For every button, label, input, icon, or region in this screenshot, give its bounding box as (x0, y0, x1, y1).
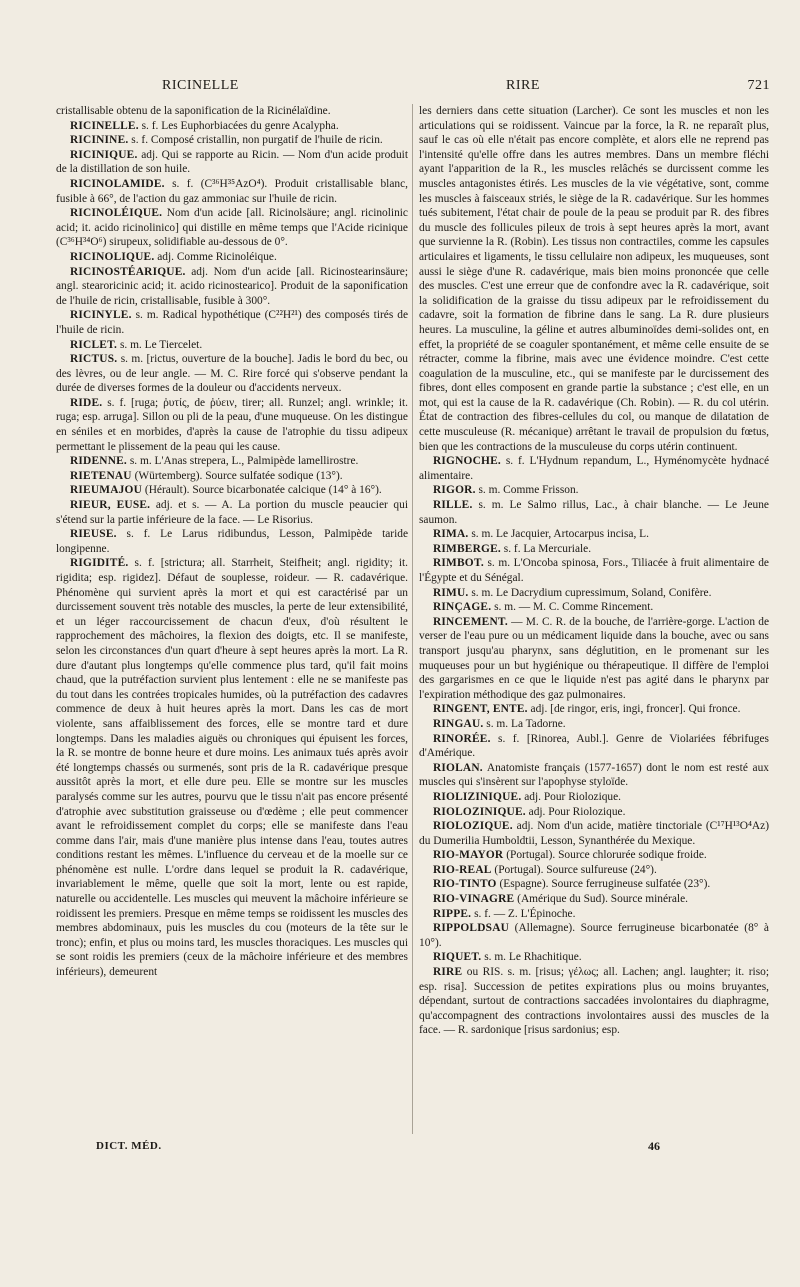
entry-text: s. f. [ruga; ῥυτίς, de ῥύειν, tirer; all. Runzel; angl. wrinkle; it. ruga; esp. arruga]. Sillon ou pli de la peau, d'une muqueuse. On les distingue en séniles et en morbides, d'après la cause de l'atrophie du tissu adipeux permettant le plissement de la peau qui les cause. (56, 396, 408, 453)
dictionary-entry (419, 454, 769, 483)
entry-text: s. f. Composé cristallin, non purgatif de l'huile de ricin. (128, 134, 383, 147)
entry-text: adj. Nom d'un acide, matière tinctoriale (C¹⁷H¹³O⁴Az) du Dumerilia Humboldtii, Lesson, Synanthérée du Mexique. (419, 820, 769, 847)
dictionary-entry (56, 133, 408, 148)
header-left-word: RICINELLE (162, 78, 239, 93)
dictionary-entry (419, 542, 769, 557)
entry-headword: RINGENT, ENTE. (433, 703, 528, 716)
dictionary-entry (56, 308, 408, 337)
entry-headword: RICINIQUE. (70, 148, 138, 161)
dictionary-entry (419, 965, 769, 1038)
entry-headword: RIO-VINAGRE (433, 893, 515, 906)
entry-text: s. m. Le Jacquier, Artocarpus incisa, L. (468, 528, 649, 541)
entry-text: (Hérault). Source bicarbonatée calcique (14° à 16°). (142, 484, 382, 497)
dictionary-entry (419, 732, 769, 761)
dictionary-entry (419, 819, 769, 848)
entry-text: s. m. Radical hypothétique (C²²H²¹) des composés tirés de l'huile de ricin. (56, 309, 408, 336)
entry-text: (Allemagne). Source ferrugineuse bicarbonatée (8° à 10°). (419, 922, 769, 949)
entry-headword: RIGOR. (433, 484, 476, 497)
entry-text: adj. [de ringor, eris, ingi, froncer]. Qui fronce. (527, 703, 741, 716)
entry-headword: RIMBOT. (433, 557, 484, 570)
dictionary-entry (419, 717, 769, 732)
dictionary-entry (56, 338, 408, 353)
entry-text: adj. et s. — A. La portion du muscle peaucier qui s'étend sur la partie inférieure de la face. — Le Risorius. (56, 499, 408, 526)
entry-text: s. f. Le Larus ridibundus, Lesson, Palmipède taride longipenne. (56, 528, 408, 555)
entry-text: s. m. [rictus, ouverture de la bouche]. Jadis le bord du bec, ou des lèvres, ou de leur angle. — M. C. Rire forcé qui s'observe pendant la durée de diverses formes de la douleur ou d'accidents nerveux. (56, 353, 408, 395)
entry-text: adj. Nom d'un acide [all. Ricinostearinsäure; angl. stearoricinic acid; it. acido ricinostearico]. Produit de la saponification de l'huile de ricin, cristallisable, fusible à 300°. (56, 265, 408, 307)
dictionary-entry (419, 498, 769, 527)
left-column (56, 104, 408, 980)
dictionary-entry (56, 177, 408, 206)
dictionary-entry (56, 206, 408, 250)
entry-headword: RIO-MAYOR (433, 849, 504, 862)
dictionary-entry (56, 527, 408, 556)
entry-text: s. m. Le Tiercelet. (117, 338, 203, 351)
dictionary-entry (419, 863, 769, 878)
entry-text: ou RIS. s. m. [risus; γέλως; all. Lachen; angl. laughter; it. riso; esp. risa]. Succession de petites expirations plus ou moins bruyantes, dépendant, surtout de contractions saccadées involontaires du diaphragme, qu'accompagnent des contractions involontaires aussi des muscles de la face. — R. sardonique [risus sardonius; esp. (419, 966, 769, 1037)
dictionary-entry (419, 921, 769, 950)
entry-headword: RIMBERGE. (433, 542, 501, 555)
dictionary-entry (419, 615, 769, 703)
dictionary-entry (56, 469, 408, 484)
entry-text: (Würtemberg). Source sulfatée sodique (13°). (131, 469, 343, 482)
entry-headword: RICINOLAMIDE. (70, 177, 165, 190)
dictionary-entry (419, 702, 769, 717)
entry-headword: RIOLIZINIQUE. (433, 790, 522, 803)
entry-headword: RICINOLIQUE. (70, 250, 155, 263)
entry-text: s. m. Comme Frisson. (475, 484, 579, 497)
entry-headword: RICLET. (70, 338, 118, 351)
dictionary-entry (56, 250, 408, 265)
dictionary-entry (419, 790, 769, 805)
page-number: 721 (747, 78, 770, 93)
entry-headword: RINORÉE. (433, 732, 491, 745)
entry-headword: RIPPOLDSAU (433, 922, 510, 935)
entry-headword: RIOLAN. (433, 761, 483, 774)
entry-headword: RIETENAU (70, 469, 132, 482)
entry-headword: RIDENNE. (70, 455, 127, 468)
dictionary-entry (419, 761, 769, 790)
entry-text: adj. Pour Riolozique. (525, 805, 626, 818)
entry-headword: RIMU. (433, 586, 469, 599)
dictionary-entry (419, 527, 769, 542)
entry-headword: RINÇAGE. (433, 601, 492, 614)
dictionary-entry (419, 586, 769, 601)
entry-headword: RINCEMENT. (433, 615, 508, 628)
entry-headword: RIOLOZINIQUE. (433, 805, 526, 818)
dictionary-entry (56, 148, 408, 177)
entry-text: s. f. (C³⁶H³⁵AzO⁴). Produit cristallisable blanc, fusible à 66°, de l'action du gaz ammoniac sur l'huile de ricin. (56, 177, 408, 205)
dictionary-entry (419, 483, 769, 498)
entry-text: s. f. — Z. L'Épinoche. (471, 907, 576, 920)
dictionary-entry (56, 352, 408, 396)
footer-sheet-number: 46 (648, 1139, 660, 1153)
dictionary-entry (419, 556, 769, 585)
entry-text: (Espagne). Source ferrugineuse sulfatée (23°). (496, 878, 711, 891)
entry-text: (Portugal). Source sulfureuse (24°). (491, 863, 657, 876)
entry-headword: RIEUR, EUSE. (70, 499, 151, 512)
dictionary-entry (419, 907, 769, 922)
footer-signature: DICT. MÉD. (96, 1140, 162, 1152)
entry-text: s. f. [strictura; all. Starrheit, Steifheit; angl. rigidity; it. rigidita; esp. rigidez]. Défaut de souplesse, roideur. — R. cadavérique. Phénomène qui survient après la mort et qui est caractérisé par un durcissement souvent très notable des muscles, la perte de leur extensibilité, et un léger raccourcissement de chacun d'eux, d'où résultent le rapprochement des mâchoires, la flexion des doigts, etc. Il se manifeste, selon les circonstances d'un quart d'heure à sept heures après la mort. La R. dure d'autant plus longtemps qu'elle commence plus tard, qu'il fait moins chaud, que la putréfaction survient plus lentement : elle ne se manifeste pas du tout dans les contrées tropicales humides, où la putréfaction des cadavres commence de deux à huit heures après la mort. Dans les cas de mort violente, sans affaiblissement des forces, elle se montre tard et dure longtemps. Dans les maladies aiguës ou chroniques qui épuisent les forces, la R. se montre de bonne heure et dure moins. Les animaux tués après avoir été longtemps chassés ou surmenés, sont pris de la R. cadavérique presque aussitôt après la mort, et elle dure peu. Elle se montre sur les muscles paralysés comme sur les autres, pourvu que le tissu n'ait pas encore présenté d'atrophie avec substitution graisseuse ou d'œdème ; elle peut commencer avant le refroidissement complet du corps; elle se manifeste dans l'eau comme dans l'air, mais d'une manière plus intense dans l'eau, toutes autres conditions restant les mêmes. L'influence du cerveau et de la moelle sur ce phénomène est nulle. L'ordre dans lequel se produit la R. cadavérique, invariablement le même, quelle que soit la mort, lente ou est rapide, naturelle ou accidentelle. Les muscles qui meuvent la mâchoire inférieure se roidissent les premiers. Presque en même temps se roidissent les muscles des membres abdominaux, puis les muscles du cou (moteurs de la tête sur le tronc); enfin, et plus ou moins tard, les muscles thoraciques. Les muscles qui se sont roidis les premiers (ceux de la mâchoire inférieure et des membres inférieurs), demeurent (56, 557, 408, 979)
dictionary-entry (56, 119, 408, 134)
entry-text: s. f. Les Euphorbiacées du genre Acalypha. (138, 119, 339, 132)
entry-text: s. f. [Rinorea, Aubl.]. Genre de Violariées fébrifuges d'Amérique. (419, 732, 769, 760)
entry-headword: RIRE (433, 966, 463, 979)
header-center-word: RIRE (506, 78, 540, 93)
dictionary-entry (56, 396, 408, 454)
entry-headword: RIOLOZIQUE. (433, 820, 513, 833)
entry-headword: RIGNOCHE. (433, 455, 501, 468)
entry-headword: RICINYLE. (70, 309, 132, 322)
dictionary-entry (419, 805, 769, 820)
column-divider (412, 104, 413, 1134)
entry-headword: RINGAU. (433, 717, 484, 730)
dictionary-entry (419, 950, 769, 965)
entry-text: adj. Qui se rapporte au Ricin. — Nom d'un acide produit de la distillation de son huile. (56, 148, 408, 176)
entry-headword: RICINELLE. (70, 119, 139, 132)
entry-headword: RIGIDITÉ. (70, 557, 129, 570)
entry-text: — M. C. R. de la bouche, de l'arrière-gorge. L'action de verser de l'eau pure ou un médicament liquide dans la bouche, avec ou sans transport jusqu'au pharynx, sans déglutition, en le promenant sur les muqueuses pour un but hygiénique ou thérapeutique. Il diffère de l'emploi des gargarismes en ce que le liquide n'est pas agité dans le pharynx par l'expiration méthodique des gaz pulmonaires. (419, 615, 769, 701)
entry-text: Nom d'un acide [all. Ricinolsäure; angl. ricinolinic acid; it. acido ricinolinico] qui distille en même temps que l'Acide ricinique (C³⁶H³⁴O⁶) sirupeux, solidifiable au-dessous de 0°. (56, 207, 408, 249)
dictionary-entry (419, 877, 769, 892)
running-header (40, 78, 770, 96)
entry-text: s. m. Le Dacrydium cupressimum, Soland, Conifère. (468, 586, 712, 599)
entry-text: Anatomiste français (1577-1657) dont le nom est resté aux muscles qui s'insèrent sur l'apophyse styloïde. (419, 761, 769, 789)
dictionary-entry (56, 483, 408, 498)
entry-text: s. f. La Mercuriale. (500, 542, 592, 555)
entry-text: s. m. — M. C. Comme Rincement. (491, 601, 654, 614)
entry-text: adj. Pour Riolozique. (521, 790, 622, 803)
entry-headword: RICTUS. (70, 353, 118, 366)
entry-text: cristallisable obtenu de la saponification de la Ricinélaïdine. (56, 105, 331, 117)
entry-text: (Portugal). Source chlorurée sodique froide. (503, 849, 707, 862)
entry-headword: RIO-REAL (433, 863, 492, 876)
dictionary-entry (419, 600, 769, 615)
entry-text: adj. Comme Ricinoléique. (154, 250, 277, 263)
dictionary-entry (56, 498, 408, 527)
entry-headword: RIPPE. (433, 907, 472, 920)
entry-headword: RIEUSE. (70, 528, 117, 541)
entry-text: (Amérique du Sud). Source minérale. (514, 893, 688, 906)
dictionary-entry (419, 848, 769, 863)
dictionary-entry (56, 454, 408, 469)
dictionary-entry (56, 265, 408, 309)
entry-headword: RILLE. (433, 499, 473, 512)
continued-paragraph (56, 104, 408, 119)
entry-text: s. m. Le Rhachitique. (481, 951, 582, 964)
entry-headword: RIMA. (433, 528, 469, 541)
right-column (419, 104, 769, 1038)
entry-headword: RIDE. (70, 396, 103, 409)
entry-text: s. m. La Tadorne. (483, 717, 566, 730)
entry-headword: RIO-TINTO (433, 878, 497, 891)
entry-text: s. f. L'Hydnum repandum, L., Hyménomycète hydnacé alimentaire. (419, 455, 769, 482)
entry-headword: RIEUMAJOU (70, 484, 143, 497)
entry-headword: RICINOSTÉARIQUE. (70, 265, 186, 278)
entry-text: les derniers dans cette situation (Larcher). Ce sont les muscles et non les articulations qui se roidissent. Vaincue par la force, la R. ne reparaît plus, sauf le cas où elle n'était pas encore complète, et alors elle ne reprend pas l'intensité qu'elle offre dans les autres membres. Dans un membre fléchi ayant l'apparition de la R., les muscles relâchés se durcissent comme les muscles antagonistes étirés. Les muscles de la vie végétative, sont, comme les muscles à faisceaux striés, le siège de la R. cadavérique. Sur les hommes tués subitement, l'état chair de poule de la peau se produit par R. des fibres du muscle des follicules pileux de trois à sept heures après la mort, avant que survienne la R. (Robin). Les tissus non contractiles, comme les capsules articulaires et ligaments, le tissu cellulaire non adipeux, les muqueuses, sont aussi le siège d'une R. cadavérique, mais bien moins prononcée que celle des muscles. C'est une erreur que de confondre avec la R. cadavérique, soit la solidification de la graisse du tissu adipeux par le refroidissement du cadavre, soit la formation de fibrine dans le sang. La R. dure plusieurs heures. La musculine, la géline et autres albuminoïdes demi-solides ont, en effet, la propriété de se coaguler spontanément, et même celle ensuite de se rétracter, comme la fibrine, mais avec une évidence moindre. C'est cette coagulation de la musculine, etc., qui se manifeste par le durcissement des fibres, dont elles composent en grande partie la substance ; c'est elle, en un mot, qui est la cause de la R. cadavérique (Ch. Robin). — R. du col utérin. État de contraction des fibres-cellules du col, ou manque de dilatation de cette musculeuse (R. mécanique) arrêtant le travail de propulsion du fœtus, bien que les contractions de la musculeuse du corps utérin continuent. (419, 105, 769, 453)
entry-text: s. m. Le Salmo rillus, Lac., à chair blanche. — Le Jeune saumon. (419, 499, 769, 526)
dictionary-entry (56, 556, 408, 979)
entry-text: s. m. L'Anas strepera, L., Palmipède lamellirostre. (126, 455, 359, 468)
entry-headword: RICINOLÉIQUE. (70, 207, 163, 220)
entry-headword: RICININE. (70, 134, 129, 147)
continued-paragraph (419, 104, 769, 454)
dictionary-entry (419, 892, 769, 907)
entry-text: s. m. L'Oncoba spinosa, Fors., Tiliacée à fruit alimentaire de l'Égypte et du Sénégal. (419, 557, 769, 584)
entry-headword: RIQUET. (433, 951, 482, 964)
